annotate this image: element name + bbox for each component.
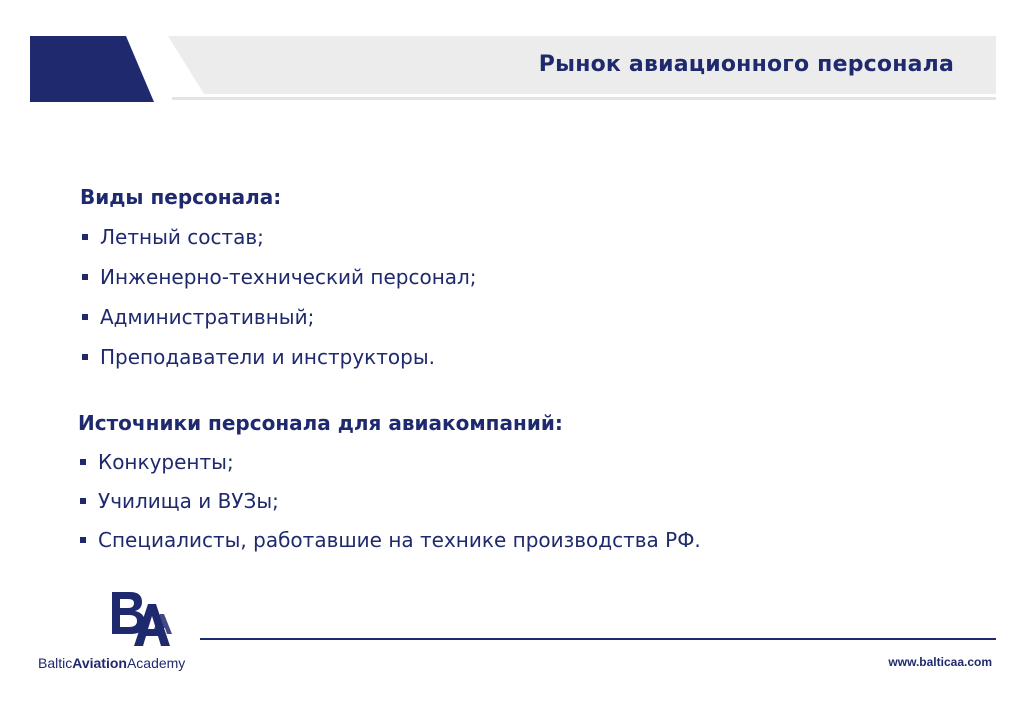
- square-bullet-icon: [80, 498, 86, 504]
- section-heading-sources: Источники персонала для авиакомпаний:: [78, 411, 563, 435]
- list-item: [78, 449, 701, 475]
- list-item: [78, 527, 701, 553]
- logo-wordmark: [38, 655, 185, 671]
- list-item: [78, 488, 701, 514]
- list-item: [80, 304, 477, 330]
- list-item: [80, 264, 477, 290]
- list-item: [80, 344, 477, 370]
- sources-list: [78, 449, 701, 553]
- square-bullet-icon: [82, 354, 88, 360]
- header-underline: [172, 97, 996, 100]
- list-item-text: Инженерно-технический персонал;: [100, 265, 477, 289]
- list-item-text: Административный;: [100, 305, 315, 329]
- list-item-text: Специалисты, работавшие на технике производства РФ.: [98, 528, 701, 552]
- square-bullet-icon: [82, 274, 88, 280]
- list-item-text: Преподаватели и инструкторы.: [100, 345, 435, 369]
- list-item-text: Училища и ВУЗы;: [98, 489, 279, 513]
- footer-website-link[interactable]: www.balticaa.com: [888, 655, 992, 669]
- square-bullet-icon: [82, 234, 88, 240]
- list-item: [80, 224, 477, 250]
- square-bullet-icon: [80, 537, 86, 543]
- footer-rule: [200, 638, 996, 640]
- logo-text-aviation: Aviation: [72, 655, 127, 671]
- baa-logo-icon: [108, 590, 174, 648]
- list-item-text: Летный состав;: [100, 225, 264, 249]
- square-bullet-icon: [82, 314, 88, 320]
- staff-types-list: [80, 224, 477, 370]
- section-heading-staff-types: Виды персонала:: [80, 185, 282, 209]
- header-corner-shape: [30, 36, 154, 102]
- list-item-text: Конкуренты;: [98, 450, 234, 474]
- section-staff-types: [80, 184, 477, 370]
- logo-text-academy: Academy: [126, 655, 186, 671]
- logo-text-baltic: Baltic: [38, 655, 73, 671]
- square-bullet-icon: [80, 459, 86, 465]
- slide-title: Рынок авиационного персонала: [538, 52, 954, 77]
- section-sources: [78, 410, 701, 553]
